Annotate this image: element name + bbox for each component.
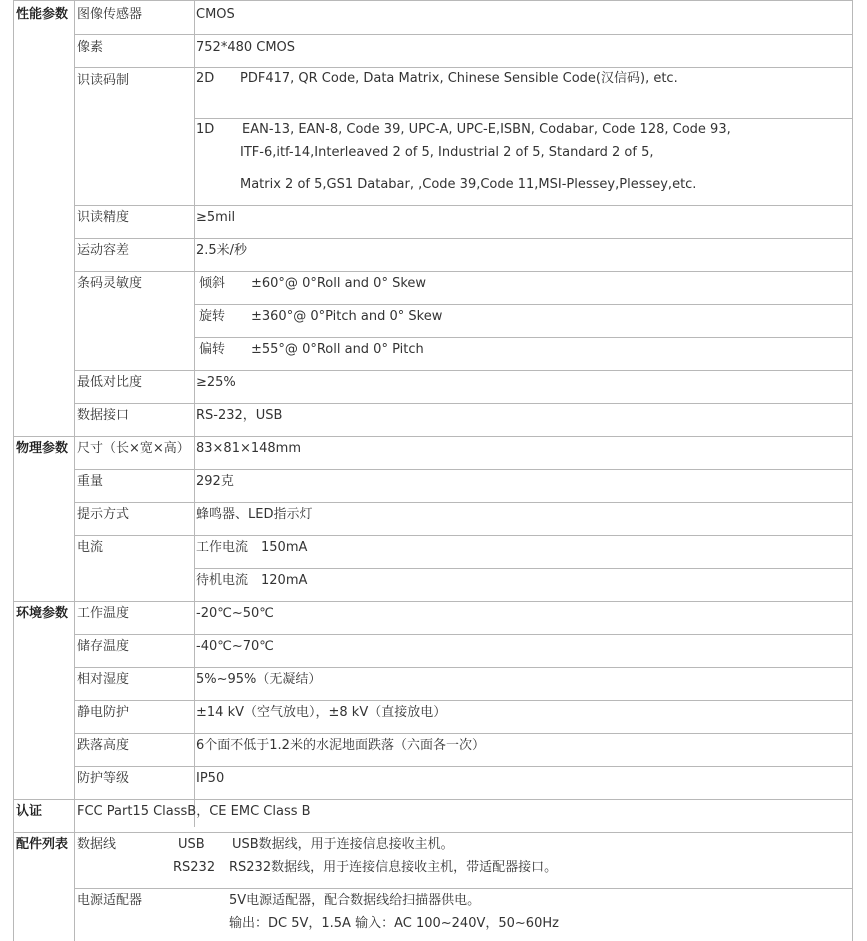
row-label-adapter: 电源适配器 [77, 893, 143, 908]
row-value-interface: RS-232，USB [196, 408, 283, 423]
sensitivity-name: 旋转 [199, 309, 226, 324]
adapter-line2: 输出：DC 5V，1.5A 输入：AC 100~240V，50~60Hz [229, 916, 559, 931]
row-label-sensor: 图像传感器 [77, 7, 143, 22]
row-value-drop: 6个面不低于1.2米的水泥地面跌落（六面各一次） [196, 738, 485, 753]
row-value-precision: ≥5mil [196, 210, 236, 225]
row-label-indicator: 提示方式 [77, 507, 130, 522]
row-label-motion: 运动容差 [77, 243, 130, 258]
row-value-sensor: CMOS [196, 7, 235, 22]
row-value-indicator: 蜂鸣器、LED指示灯 [196, 507, 313, 522]
standby-current-label: 待机电流 [196, 573, 249, 588]
row-value-operating-temp: -20℃~50℃ [196, 606, 274, 621]
row-value-pixels: 752*480 CMOS [196, 40, 296, 55]
symbology-2d-value: PDF417, QR Code, Data Matrix, Chinese Sensible Code(汉信码), etc. [240, 71, 678, 86]
row-value-weight: 292克 [196, 474, 234, 489]
sensitivity-name: 偏转 [199, 342, 226, 357]
sensitivity-value: ±55°@ 0°Roll and 0° Pitch [251, 342, 424, 357]
row-label-weight: 重量 [77, 474, 104, 489]
symbology-1d-line2: ITF-6,itf-14,Interleaved 2 of 5, Industrial 2 of 5, Standard 2 of 5, [240, 145, 654, 160]
row-label-esd: 静电防护 [77, 705, 130, 720]
symbology-1d-line3: Matrix 2 of 5,GS1 Databar, ,Code 39,Code 11,MSI-Plessey,Plessey,etc. [240, 177, 697, 192]
row-label-precision: 识读精度 [77, 210, 130, 225]
working-current-label: 工作电流 [196, 540, 249, 555]
row-label-contrast: 最低对比度 [77, 375, 143, 390]
row-label-pixels: 像素 [77, 40, 104, 55]
certification-value: FCC Part15 ClassB，CE EMC Class B [77, 804, 311, 819]
symbology-1d-line1: EAN-13, EAN-8, Code 39, UPC-A, UPC-E,ISBN, Codabar, Code 128, Code 93, [242, 122, 731, 137]
row-label-interface: 数据接口 [77, 408, 130, 423]
sensitivity-name: 倾斜 [199, 276, 226, 291]
cable-rs232-tag: RS232 [173, 860, 216, 875]
row-label-ip: 防护等级 [77, 771, 130, 786]
cable-rs232-desc: RS232数据线，用于连接信息接收主机，带适配器接口。 [229, 860, 558, 875]
row-label-symbologies: 识读码制 [77, 73, 130, 88]
section-title-environment: 环境参数 [16, 606, 69, 621]
row-label-storage-temp: 储存温度 [77, 639, 130, 654]
row-label-operating-temp: 工作温度 [77, 606, 130, 621]
sensitivity-value: ±60°@ 0°Roll and 0° Skew [251, 276, 427, 291]
row-label-sensitivity: 条码灵敏度 [77, 276, 143, 291]
cable-usb-tag: USB [178, 837, 205, 852]
row-label-cable: 数据线 [77, 837, 117, 852]
row-value-esd: ±14 kV（空气放电），±8 kV（直接放电） [196, 705, 447, 720]
row-value-humidity: 5%~95%（无凝结） [196, 672, 322, 687]
standby-current-value: 120mA [261, 573, 308, 588]
section-title-accessories: 配件列表 [16, 837, 69, 852]
spec-table [13, 0, 853, 941]
section-title-physical: 物理参数 [16, 441, 69, 456]
row-value-motion: 2.5米/秒 [196, 243, 248, 258]
row-value-size: 83×81×148mm [196, 441, 302, 456]
adapter-line1: 5V电源适配器，配合数据线给扫描器供电。 [229, 893, 481, 908]
section-title-certification: 认证 [16, 804, 43, 819]
row-label-humidity: 相对湿度 [77, 672, 130, 687]
working-current-value: 150mA [261, 540, 308, 555]
section-title-performance: 性能参数 [16, 7, 69, 22]
cable-usb-desc: USB数据线，用于连接信息接收主机。 [232, 837, 454, 852]
row-label-current: 电流 [77, 540, 104, 555]
row-label-size: 尺寸（长×宽×高） [77, 441, 190, 456]
symbology-1d-tag: 1D [196, 122, 215, 137]
row-value-contrast: ≥25% [196, 375, 236, 390]
row-value-storage-temp: -40℃~70℃ [196, 639, 274, 654]
row-label-drop: 跌落高度 [77, 738, 130, 753]
sensitivity-value: ±360°@ 0°Pitch and 0° Skew [251, 309, 443, 324]
row-value-ip: IP50 [196, 771, 225, 786]
symbology-2d-tag: 2D [196, 71, 215, 86]
